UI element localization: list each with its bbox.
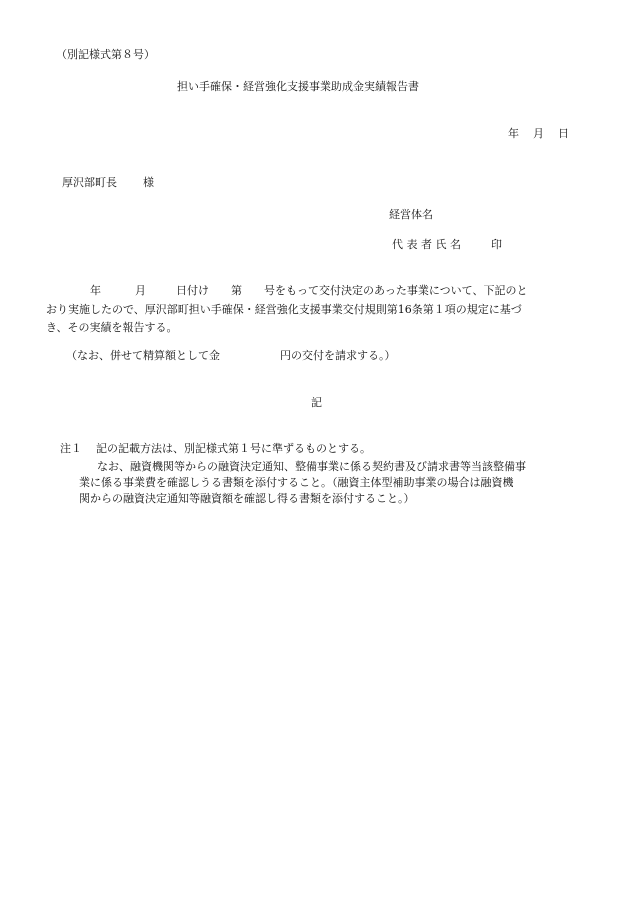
note-line-3: 業に係る事業費を確認しうる書類を添付すること。（融資主体型補助事業の場合は融資機 (79, 476, 514, 489)
body-ordinal-prefix: 第 (231, 284, 242, 297)
recipient-honorific: 様 (143, 176, 154, 189)
date-day: 日 (558, 127, 569, 140)
date-line (508, 128, 569, 139)
note-1 (60, 443, 371, 454)
recipient (62, 177, 154, 188)
body-year: 年 (90, 284, 101, 297)
date-month: 月 (533, 127, 544, 140)
representative-line (392, 239, 502, 250)
ki-heading: 記 (311, 396, 322, 409)
representative-label: 代 表 者 氏 名 (392, 238, 461, 251)
note-line-2: なお、融資機関等からの融資決定通知、整備事業に係る契約書及び請求書等当該整備事 (97, 460, 526, 473)
claim-before: （なお、併せて精算額として金 (66, 349, 220, 362)
body-line-2: おり実施したので、厚沢部町担い手確保・経営強化支援事業交付規則第16条第１項の規定に基づ (46, 303, 522, 316)
entity-name-label: 経営体名 (389, 208, 433, 221)
form-number: （別記様式第８号） (56, 48, 155, 61)
body-line-3: き、その実績を報告する。 (46, 321, 178, 334)
body-month: 月 (135, 284, 146, 297)
note-label: 注１ (60, 442, 82, 455)
note-line-4: 関からの融資決定通知等融資額を確認し得る書類を添付すること。） (79, 492, 415, 505)
body-line-1 (90, 285, 527, 296)
claim-after: 円の交付を請求する。） (280, 349, 396, 362)
date-year: 年 (508, 127, 519, 140)
recipient-name: 厚沢部町長 (62, 176, 117, 189)
body-date-suffix: 日付け (176, 284, 209, 297)
document-title: 担い手確保・経営強化支援事業助成金実績報告書 (177, 80, 419, 93)
note-line-1: 記の記載方法は、別記様式第１号に準ずるものとする。 (96, 442, 371, 455)
seal-label: 印 (491, 238, 502, 251)
claim-line (66, 350, 396, 361)
body-line-1-text: 号をもって交付決定のあった事業について、下記のと (264, 284, 528, 297)
